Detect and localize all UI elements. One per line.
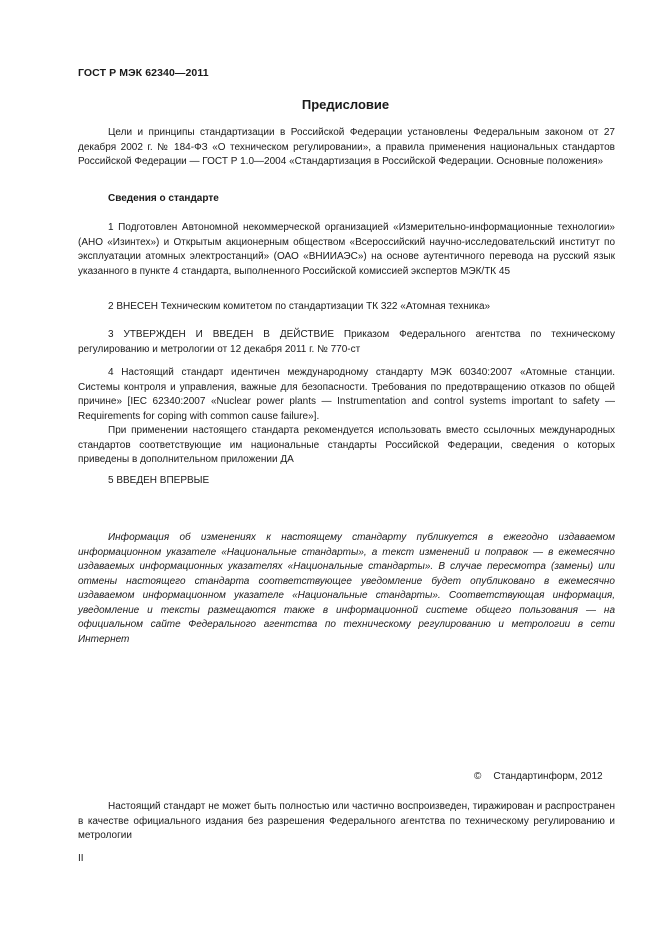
intro-paragraph: Цели и принципы стандартизации в Российской Федерации установлены Федеральным законом от 27 декабря 2002 г. № 184-ФЗ «О техническом регулировании», а правила применения национальных стандартов Российской Федерации — ГОСТ Р 1.0—2004 «Стандартизация в Российской Федерации. Основные положения» — [78, 127, 615, 167]
footer-paragraph: Настоящий стандарт не может быть полностью или частично воспроизведен, тиражирован и распространен в качестве официального издания без разрешения Федерального агентства по техническому регулированию и метрологии — [78, 801, 615, 841]
item-2-block — [78, 300, 615, 315]
item-2-paragraph: 2 ВНЕСЕН Техническим комитетом по стандартизации ТК 322 «Атомная техника» — [108, 301, 491, 312]
item-3-block — [78, 328, 615, 357]
item-5-block — [78, 474, 615, 489]
item-1-paragraph: 1 Подготовлен Автономной некоммерческой организацией «Измерительно-информационные технологии» (АНО «Изинтех») и Открытым акционерным обществом «Всероссийский научно-исследовательский институт по эксплуатации атомных электростанций» (ОАО «ВНИИАЭС») на основе аутентичного перевода на русский язык указанного в пункте 4 стандарта, выполненного Российской комиссией экспертов МЭК/ТК 45 — [78, 222, 615, 277]
item-4-block — [78, 366, 615, 468]
copyright-symbol: © — [474, 771, 482, 782]
item-5-paragraph: 5 ВВЕДЕН ВПЕРВЫЕ — [108, 475, 210, 486]
copyright-text: Стандартинформ, 2012 — [493, 771, 603, 782]
item-3-paragraph: 3 УТВЕРЖДЕН И ВВЕДЕН В ДЕЙСТВИЕ Приказом Федерального агентства по техническому регулированию и метрологии от 12 декабря 2011 г. № 770-ст — [78, 329, 615, 355]
item-4-note-paragraph: При применении настоящего стандарта рекомендуется использовать вместо ссылочных международных стандартов соответствующие им национальные стандарты Российской Федерации, сведения о которых приведены в дополнительном приложении ДА — [78, 425, 615, 465]
item-4-paragraph: 4 Настоящий стандарт идентичен международному стандарту МЭК 60340:2007 «Атомные станции. Системы контроля и управления, важные для безопасности. Требования по предотвращению отказов по общей причине» [IEC 62340:2007 «Nuclear power plants — Instrumentation and control systems important to safety — Requirements for coping with common cause failure»]. — [78, 367, 615, 422]
notice-paragraph: Информация об изменениях к настоящему стандарту публикуется в ежегодно издаваемом информационном указателе «Национальные стандарты», а текст изменений и поправок — в ежемесячно издаваемых информационных указателях «Национальные стандарты». В случае пересмотра (замены) или отмены настоящего стандарта соответствующее уведомление будет опубликовано в ежемесячно издаваемом информационном указателе «Национальные стандарты». Соответствующая информация, уведомление и тексты размещаются также в информационной системе общего пользования — на официальном сайте Федерального агентства по техническому регулированию и метрологии в сети Интернет — [78, 532, 615, 645]
intro-block — [78, 126, 615, 170]
page-title: Предисловие — [301, 97, 390, 112]
document-header: ГОСТ Р МЭК 62340—2011 — [78, 67, 209, 79]
standard-info-heading: Сведения о стандарте — [108, 193, 219, 204]
copyright-line — [474, 771, 603, 782]
footer-block — [78, 800, 615, 844]
notice-block — [78, 531, 615, 647]
page-number: II — [78, 853, 84, 864]
item-1-block — [78, 221, 615, 279]
